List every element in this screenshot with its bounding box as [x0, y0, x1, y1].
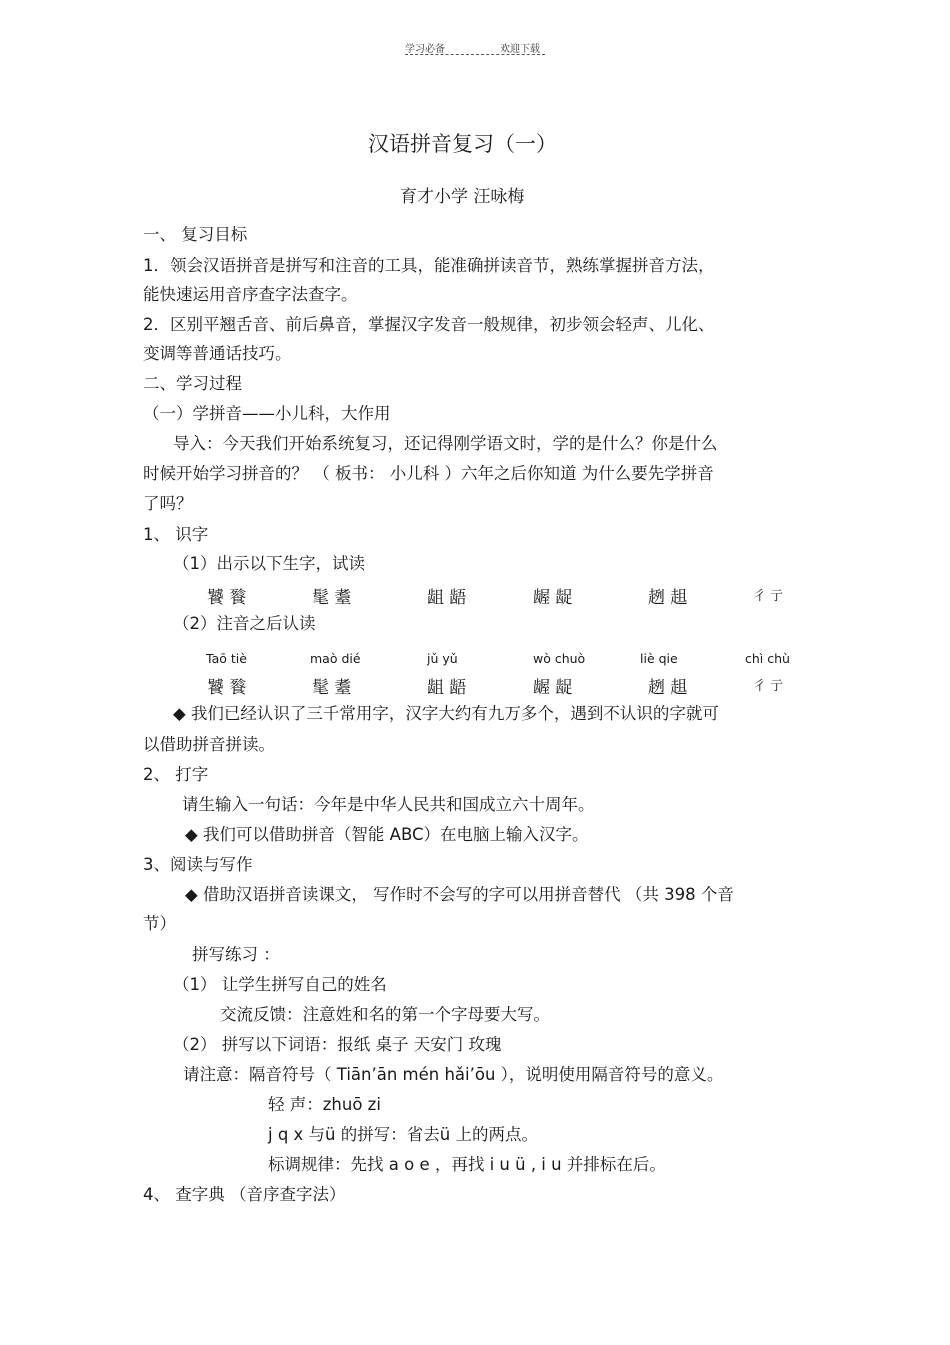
- item-line: （1）出示以下生字，试读: [173, 554, 365, 573]
- exercise-line: （2） 拼写以下词语：报纸 桌子 天安门 玫瑰: [173, 1035, 502, 1054]
- char-pair: 髦 耋: [312, 588, 352, 608]
- goal-line: 变调等普通话技巧。: [143, 344, 292, 363]
- note-line: ◆ 我们已经认识了三千常用字，汉字大约有九万多个，遇到不认识的字就可: [173, 704, 719, 723]
- exercise-line: 交流反馈：注意姓和名的第一个字母要大写。: [220, 1005, 550, 1024]
- item-line: 拼写练习 ：: [192, 945, 280, 964]
- pinyin-label: wò chuò: [533, 651, 586, 666]
- char-pair: 彳 亍: [753, 589, 784, 604]
- pinyin-label: chì chù: [745, 651, 790, 666]
- pinyin-label: maò dié: [310, 651, 361, 666]
- goal-line: 2．区别平翘舌音、前后鼻音，掌握汉字发音一般规律，初步领会轻声、儿化、: [143, 315, 715, 334]
- char-pair: 彳 亍: [753, 679, 784, 694]
- header-left: 学习必备: [405, 44, 445, 55]
- char-pair: 趔 趄: [648, 588, 688, 608]
- exercise-line: 请注意：隔音符号（ Tiān’ān mén hǎi’ōu ），说明使用隔音符号的意义。: [183, 1065, 724, 1084]
- char-pair: 髦 耋: [312, 678, 352, 698]
- item-heading: 4、 查字典 （音序查字法）: [143, 1185, 346, 1204]
- page-title: 汉语拼音复习（一）: [368, 132, 557, 156]
- paragraph-line: 导入：今天我们开始系统复习，还记得刚学语文时，学的是什么？你是什么: [173, 434, 718, 453]
- header-right: 欢迎下载: [500, 44, 540, 55]
- goal-line: 能快速运用音序查字法查字。: [143, 285, 358, 304]
- item-line: 请生输入一句话：今年是中华人民共和国成立六十周年。: [182, 795, 595, 814]
- pinyin-label: liè qie: [640, 651, 678, 666]
- paragraph-line: 时候开始学习拼音的？ （ 板书： 小儿科 ）六年之后你知道 为什么要先学拼音: [143, 464, 714, 483]
- char-pair: 龃 龉: [427, 678, 467, 698]
- section-heading: 一、 复习目标: [143, 225, 248, 244]
- pinyin-label: jǔ yǔ: [427, 651, 458, 666]
- subsection-heading: （一）学拼音——小儿科，大作用: [143, 404, 391, 423]
- exercise-line: 轻 声：zhuō zi: [268, 1095, 381, 1114]
- item-line: （2）注音之后认读: [173, 614, 316, 633]
- char-pair: 龌 龊: [533, 678, 573, 698]
- goal-line: 1．领会汉语拼音是拼写和注音的工具，能准确拼读音节，熟练掌握拼音方法，: [143, 256, 715, 275]
- note-line: ◆ 我们可以借助拼音（智能 ABC）在电脑上输入汉字。: [185, 825, 589, 844]
- item-heading: 2、 打字: [143, 765, 209, 784]
- item-heading: 1、 识字: [143, 525, 209, 544]
- exercise-line: j q x 与ü 的拼写：省去ü 上的两点。: [268, 1125, 538, 1144]
- exercise-line: 标调规律：先找 a o e ，再找 i u ü , i u 并排标在后。: [268, 1155, 666, 1174]
- section-heading: 二、学习过程: [143, 374, 242, 393]
- header-divider: [405, 54, 545, 55]
- char-pair: 龃 龉: [427, 588, 467, 608]
- note-line: 以借助拼音拼读。: [143, 735, 275, 754]
- note-line: 节）: [143, 914, 176, 933]
- char-pair: 饕 餮: [207, 588, 247, 608]
- note-line: ◆ 借助汉语拼音读课文， 写作时不会写的字可以用拼音替代 （共 398 个音: [185, 885, 734, 904]
- char-pair: 趔 趄: [648, 678, 688, 698]
- item-heading: 3、阅读与写作: [143, 855, 253, 874]
- pinyin-label: Taō tiè: [206, 651, 247, 666]
- char-pair: 龌 龊: [533, 588, 573, 608]
- exercise-line: （1） 让学生拼写自己的姓名: [173, 975, 387, 994]
- char-pair: 饕 餮: [207, 678, 247, 698]
- paragraph-line: 了吗？: [143, 494, 193, 513]
- author: 育才小学 汪咏梅: [400, 187, 525, 207]
